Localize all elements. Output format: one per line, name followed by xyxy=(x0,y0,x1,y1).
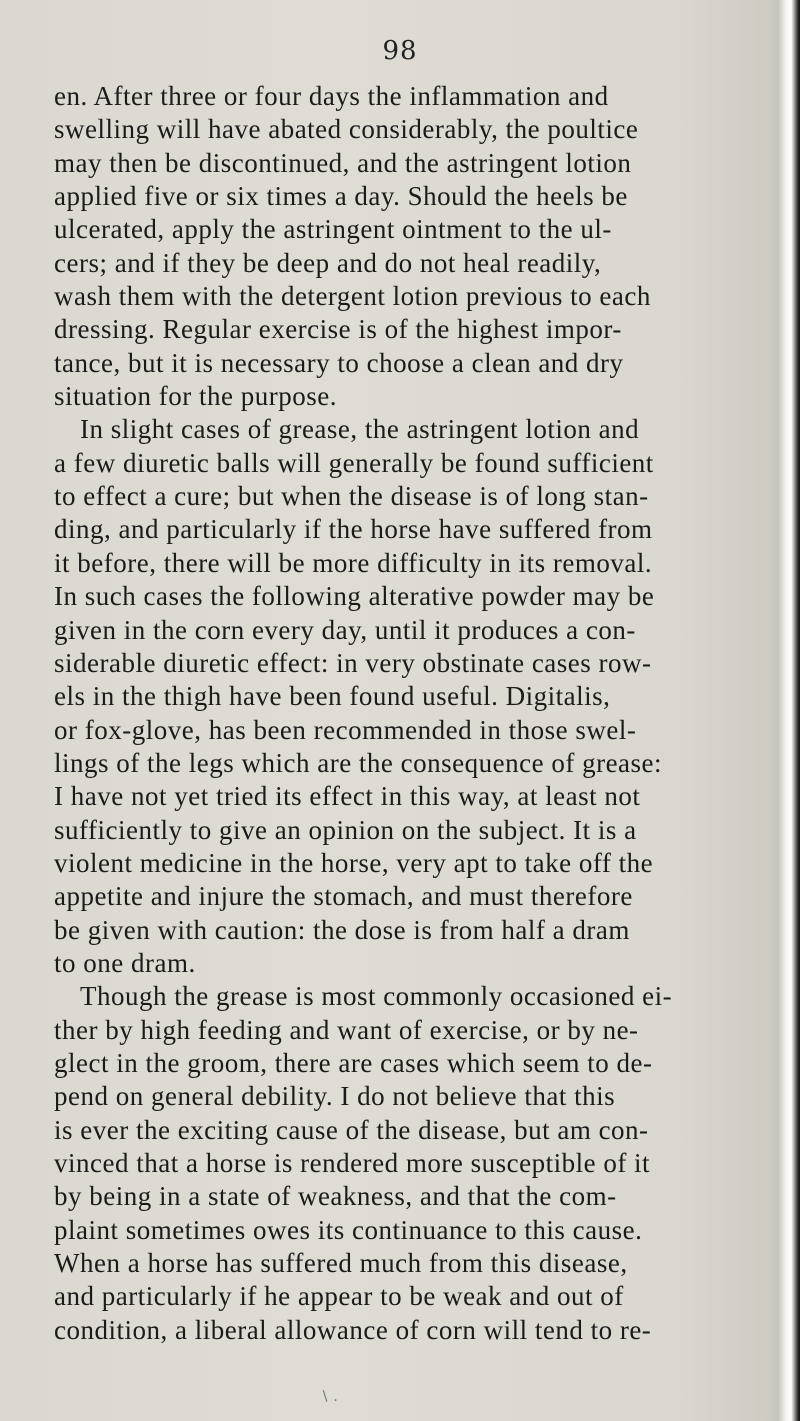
text-line: cers; and if they be deep and do not heal readily, xyxy=(54,247,602,278)
paragraph-start-line: In slight cases of grease, the astringent lotion and xyxy=(80,414,640,445)
page-number: 98 xyxy=(382,36,418,66)
text-line: applied five or six times a day. Should the heels be xyxy=(54,181,628,212)
text-line: When a horse has suffered much from this disease, xyxy=(54,1248,628,1279)
text-line: given in the corn every day, until it produces a con- xyxy=(54,614,636,645)
text-line: condition, a liberal allowance of corn will tend to re- xyxy=(54,1314,652,1345)
text-line: I have not yet tried its effect in this way, at least not xyxy=(54,781,641,812)
text-line: wash them with the detergent lotion previous to each xyxy=(54,281,651,312)
text-line: lings of the legs which are the consequence of grease: xyxy=(54,747,663,778)
text-line: tance, but it is necessary to choose a clean and dry xyxy=(54,347,624,378)
text-line: siderable diuretic effect: in very obstinate cases row- xyxy=(54,647,652,678)
text-line: may then be discontinued, and the astringent lotion xyxy=(54,147,632,178)
text-line: by being in a state of weakness, and that the com- xyxy=(54,1181,617,1212)
text-line: vinced that a horse is rendered more susceptible of it xyxy=(54,1148,651,1178)
text-line: be given with caution: the dose is from half a dram xyxy=(54,914,630,945)
text-line: appetite and injure the stomach, and must therefore xyxy=(54,881,633,912)
bottom-mark: ∖ . xyxy=(320,1389,338,1405)
text-line: ther by high feeding and want of exercise, or by ne- xyxy=(54,1014,639,1045)
text-line: ding, and particularly if the horse have suffered from xyxy=(54,514,653,545)
page-edge xyxy=(778,0,800,1421)
text-line: or fox-glove, has been recommended in those swel- xyxy=(54,714,637,745)
text-line: to one dram. xyxy=(54,947,196,978)
text-line: to effect a cure; but when the disease is of long stan- xyxy=(54,481,649,512)
text-line: en. After three or four days the inflammation and xyxy=(54,81,609,111)
paragraph-start-line: Though the grease is most commonly occasioned ei- xyxy=(80,981,673,1012)
body-text xyxy=(54,80,769,1347)
text-line: and particularly if he appear to be weak and out of xyxy=(54,1281,624,1312)
text-line: violent medicine in the horse, very apt to take off the xyxy=(54,847,654,878)
text-line: plaint sometimes owes its continuance to this cause. xyxy=(54,1214,643,1245)
text-line: is ever the exciting cause of the disease, but am con- xyxy=(54,1114,649,1145)
text-line: pend on general debility. I do not believe that this xyxy=(54,1081,616,1112)
text-line: glect in the groom, there are cases which seem to de- xyxy=(54,1047,653,1078)
text-line: ulcerated, apply the astringent ointment to the ul- xyxy=(54,214,612,245)
text-line: In such cases the following alterative powder may be xyxy=(54,581,655,612)
text-line: dressing. Regular exercise is of the highest impor- xyxy=(54,314,622,345)
text-line: situation for the purpose. xyxy=(54,381,337,412)
text-line: els in the thigh have been found useful. Digitalis, xyxy=(54,681,611,712)
text-line: swelling will have abated considerably, the poultice xyxy=(54,114,639,145)
text-line: a few diuretic balls will generally be found sufficient xyxy=(54,447,654,478)
text-line: it before, there will be more difficulty in its removal. xyxy=(54,547,653,578)
text-line: sufficiently to give an opinion on the subject. It is a xyxy=(54,814,637,845)
